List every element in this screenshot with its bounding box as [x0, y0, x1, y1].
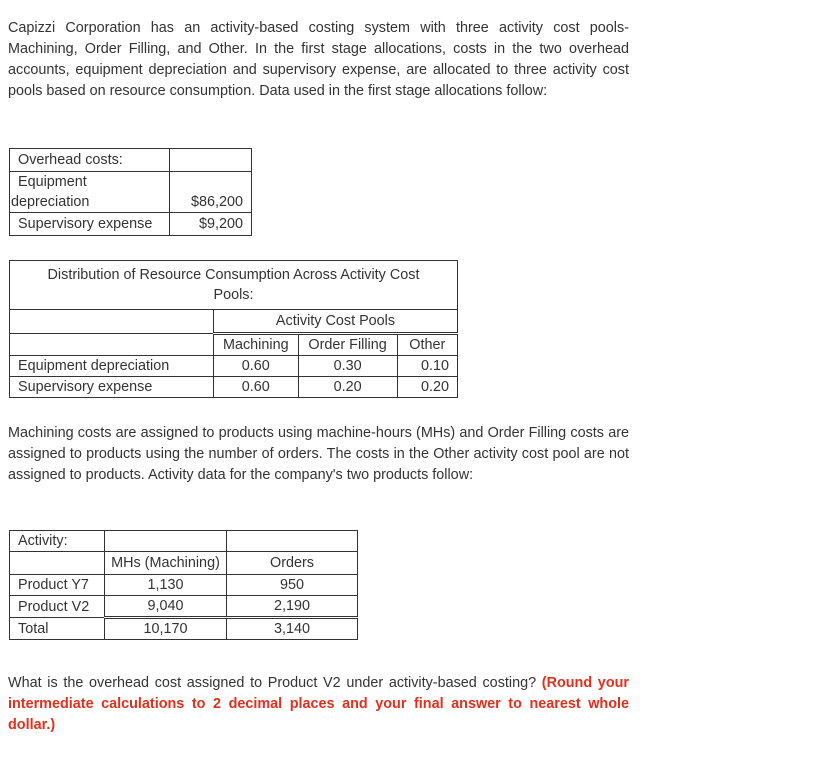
cell-value: 0.20 [298, 377, 397, 398]
table-row [10, 552, 358, 575]
overhead-header: Overhead costs: [10, 149, 170, 172]
column-header: Machining [214, 334, 299, 356]
empty-cell [10, 334, 214, 356]
cell-value: 0.30 [298, 356, 397, 377]
row-value: $9,200 [170, 213, 252, 236]
row-label-text: Equipment depreciation [11, 174, 90, 210]
cell-value: 0.10 [397, 356, 457, 377]
row-label: Product Y7 [10, 575, 105, 596]
distribution-title: Distribution of Resource Consumption Across Activity Cost Pools: [10, 261, 458, 310]
rounding-instruction: (Round your intermediate calculations to 2 decimal places and your final answer to nearest whole dollar.) [8, 675, 629, 733]
row-label: Product V2 [10, 596, 105, 618]
cell-value: 0.20 [397, 377, 457, 398]
overhead-costs-table [9, 148, 252, 236]
table-row [10, 618, 358, 640]
table-row [10, 149, 252, 172]
row-value: $86,200 [170, 172, 252, 213]
column-header: Orders [227, 552, 358, 575]
column-header: Other [397, 334, 457, 356]
cell-value: 9,040 [105, 596, 227, 618]
empty-cell [10, 552, 105, 575]
cell-value: 0.60 [214, 377, 299, 398]
column-header: MHs (Machining) [105, 552, 227, 575]
table-row [10, 310, 458, 334]
row-label: Supervisory expense [10, 377, 214, 398]
table-row [10, 356, 458, 377]
cell-value: 950 [227, 575, 358, 596]
column-header: Order Filling [298, 334, 397, 356]
table-row [10, 172, 252, 213]
activity-header: Activity: [10, 531, 105, 552]
question-paragraph [8, 673, 629, 736]
empty-cell [105, 531, 227, 552]
row-label: Equipment depreciation [10, 356, 214, 377]
activity-table [9, 530, 358, 640]
table-row [10, 261, 458, 310]
total-value: 3,140 [227, 618, 358, 640]
total-value: 10,170 [105, 618, 227, 640]
total-label: Total [10, 618, 105, 640]
table-row [10, 334, 458, 356]
cell-value: 1,130 [105, 575, 227, 596]
intro-paragraph: Capizzi Corporation has an activity-based costing system with three activity cost pools-Machining, Order Filling, and Other. In the first stage allocations, costs in the two overhead accounts, equipment depreciation and supervisory expense, are allocated to three activity cost pools based on resource consumption. Data used in the first stage allocations follow: [8, 20, 629, 99]
table-row [10, 531, 358, 552]
distribution-table [9, 260, 458, 398]
cell-value: 2,190 [227, 596, 358, 618]
table-row [10, 377, 458, 398]
empty-cell [227, 531, 358, 552]
row-label: Supervisory expense [10, 213, 170, 236]
table-row [10, 213, 252, 236]
empty-cell [170, 149, 252, 172]
middle-paragraph: Machining costs are assigned to products using machine-hours (MHs) and Order Filling costs are assigned to products using the number of orders. The costs in the Other activity cost pool are not assigned to products. Activity data for the company's two products follow: [8, 425, 629, 483]
empty-cell [10, 310, 214, 334]
table-row [10, 575, 358, 596]
group-header: Activity Cost Pools [214, 310, 458, 334]
table-row [10, 596, 358, 618]
cell-value: 0.60 [214, 356, 299, 377]
question-text: What is the overhead cost assigned to Product V2 under activity-based costing? [8, 675, 537, 691]
row-label [10, 172, 170, 213]
